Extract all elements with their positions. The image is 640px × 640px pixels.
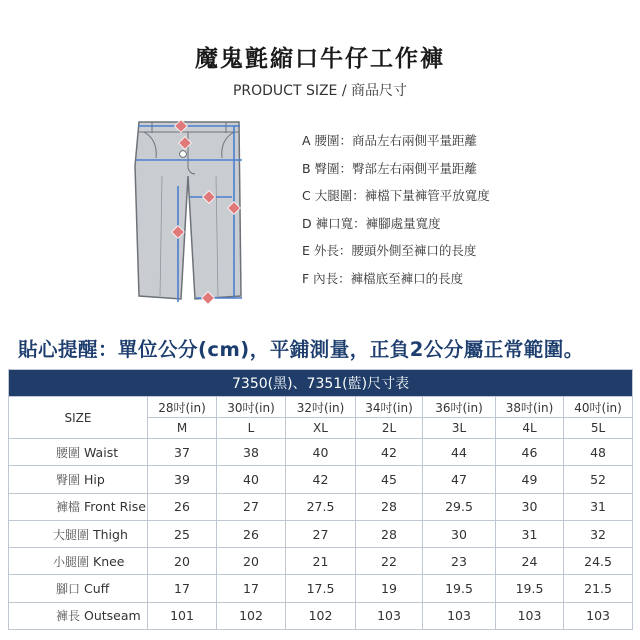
- table-row: [9, 548, 633, 575]
- table-row: [9, 466, 633, 493]
- table-cell: 40: [286, 439, 356, 466]
- table-cell: 39: [148, 466, 217, 493]
- size-code-header: 4L: [496, 418, 564, 439]
- size-code-header: M: [148, 418, 217, 439]
- table-cell: 17: [148, 575, 217, 602]
- row-label-en: Hip: [84, 471, 105, 487]
- row-label: [9, 602, 148, 629]
- table-cell: 20: [148, 548, 217, 575]
- waist-size-header: 36吋(in): [423, 397, 496, 418]
- table-cell: 27: [217, 493, 286, 520]
- row-label-en: Waist: [84, 444, 119, 460]
- table-cell: 24.5: [564, 548, 633, 575]
- table-cell: 21: [286, 548, 356, 575]
- size-header: SIZE: [9, 397, 148, 439]
- table-cell: 30: [423, 520, 496, 547]
- table-row: [9, 439, 633, 466]
- table-cell: 47: [423, 466, 496, 493]
- row-label: [9, 520, 148, 547]
- size-code-header: 3L: [423, 418, 496, 439]
- row-label-en: Outseam: [84, 608, 141, 624]
- table-cell: 28: [356, 493, 423, 520]
- row-label-en: Knee: [93, 553, 125, 569]
- row-label-zh: 大腿圍: [53, 527, 90, 542]
- row-label-zh: 腳口: [56, 582, 81, 597]
- table-cell: 26: [148, 493, 217, 520]
- row-label: [9, 439, 148, 466]
- table-cell: 26: [217, 520, 286, 547]
- table-cell: 27.5: [286, 493, 356, 520]
- table-cell: 19.5: [423, 575, 496, 602]
- table-caption: 7350(黑)、7351(藍)尺寸表: [9, 370, 633, 397]
- waist-size-header: 40吋(in): [564, 397, 633, 418]
- table-row: [9, 575, 633, 602]
- table-cell: 19: [356, 575, 423, 602]
- row-label: [9, 493, 148, 520]
- table-row: [9, 520, 633, 547]
- table-cell: 23: [423, 548, 496, 575]
- legend-item-d: D 褲口寬：褲腳處量寬度: [302, 215, 441, 231]
- table-cell: 24: [496, 548, 564, 575]
- table-cell: 25: [148, 520, 217, 547]
- row-label: [9, 575, 148, 602]
- table-cell: 17.5: [286, 575, 356, 602]
- waist-size-header: 30吋(in): [217, 397, 286, 418]
- button-icon: [180, 151, 187, 158]
- size-code-header: 5L: [564, 418, 633, 439]
- pants-diagram: [132, 116, 247, 308]
- size-table: [8, 369, 633, 630]
- size-code-header: L: [217, 418, 286, 439]
- table-body: [9, 439, 633, 630]
- row-label: [9, 548, 148, 575]
- table-cell: 103: [564, 602, 633, 629]
- table-cell: 45: [356, 466, 423, 493]
- table-cell: 102: [217, 602, 286, 629]
- table-cell: 17: [217, 575, 286, 602]
- table-cell: 103: [423, 602, 496, 629]
- row-label-en: Front Rise: [84, 499, 146, 515]
- table-cell: 21.5: [564, 575, 633, 602]
- table-cell: 27: [286, 520, 356, 547]
- table-cell: 42: [286, 466, 356, 493]
- table-cell: 52: [564, 466, 633, 493]
- measurement-legend: [302, 131, 602, 297]
- table-cell: 29.5: [423, 493, 496, 520]
- row-label-zh: 小腿圍: [53, 554, 90, 569]
- table-cell: 44: [423, 439, 496, 466]
- row-label: [9, 466, 148, 493]
- table-cell: 49: [496, 466, 564, 493]
- table-cell: 40: [217, 466, 286, 493]
- table-cell: 31: [564, 493, 633, 520]
- legend-item-f: F 內長：褲檔底至褲口的長度: [302, 270, 464, 286]
- table-cell: 48: [564, 439, 633, 466]
- table-cell: 19.5: [496, 575, 564, 602]
- table-cell: 46: [496, 439, 564, 466]
- size-code-header: XL: [286, 418, 356, 439]
- row-label-en: Thigh: [93, 526, 128, 542]
- row-label-zh: 褲長: [56, 609, 81, 624]
- waist-size-header: 28吋(in): [148, 397, 217, 418]
- legend-item-c: C 大腿圍：褲檔下量褲管平放寬度: [302, 188, 490, 204]
- table-cell: 103: [356, 602, 423, 629]
- table-cell: 101: [148, 602, 217, 629]
- page-subtitle: PRODUCT SIZE / 商品尺寸: [232, 83, 408, 99]
- waist-size-header: 34吋(in): [356, 397, 423, 418]
- row-label-zh: 臀圍: [56, 472, 81, 487]
- legend-item-b: B 臀圍：臀部左右兩側平量距離: [302, 160, 478, 176]
- table-cell: 22: [356, 548, 423, 575]
- table-cell: 20: [217, 548, 286, 575]
- row-label-zh: 腰圍: [56, 445, 81, 460]
- table-cell: 28: [356, 520, 423, 547]
- table-cell: 37: [148, 439, 217, 466]
- legend-item-e: E 外長：腰頭外側至褲口的長度: [302, 243, 477, 259]
- row-label-en: Cuff: [84, 581, 110, 597]
- row-label-zh: 褲檔: [56, 500, 81, 515]
- table-cell: 102: [286, 602, 356, 629]
- measurement-reminder: 貼心提醒：單位公分(cm)，平鋪測量，正負2公分屬正常範圍。: [18, 338, 584, 361]
- table-cell: 38: [217, 439, 286, 466]
- page-title: 魔鬼氈縮口牛仔工作褲: [195, 46, 445, 72]
- waist-size-header: 38吋(in): [496, 397, 564, 418]
- waist-size-header: 32吋(in): [286, 397, 356, 418]
- table-cell: 103: [496, 602, 564, 629]
- table-row: [9, 493, 633, 520]
- size-code-header: 2L: [356, 418, 423, 439]
- table-cell: 32: [564, 520, 633, 547]
- table-row: [9, 602, 633, 629]
- table-cell: 42: [356, 439, 423, 466]
- table-cell: 30: [496, 493, 564, 520]
- legend-item-a: A 腰圍：商品左右兩側平量距離: [302, 133, 478, 148]
- table-cell: 31: [496, 520, 564, 547]
